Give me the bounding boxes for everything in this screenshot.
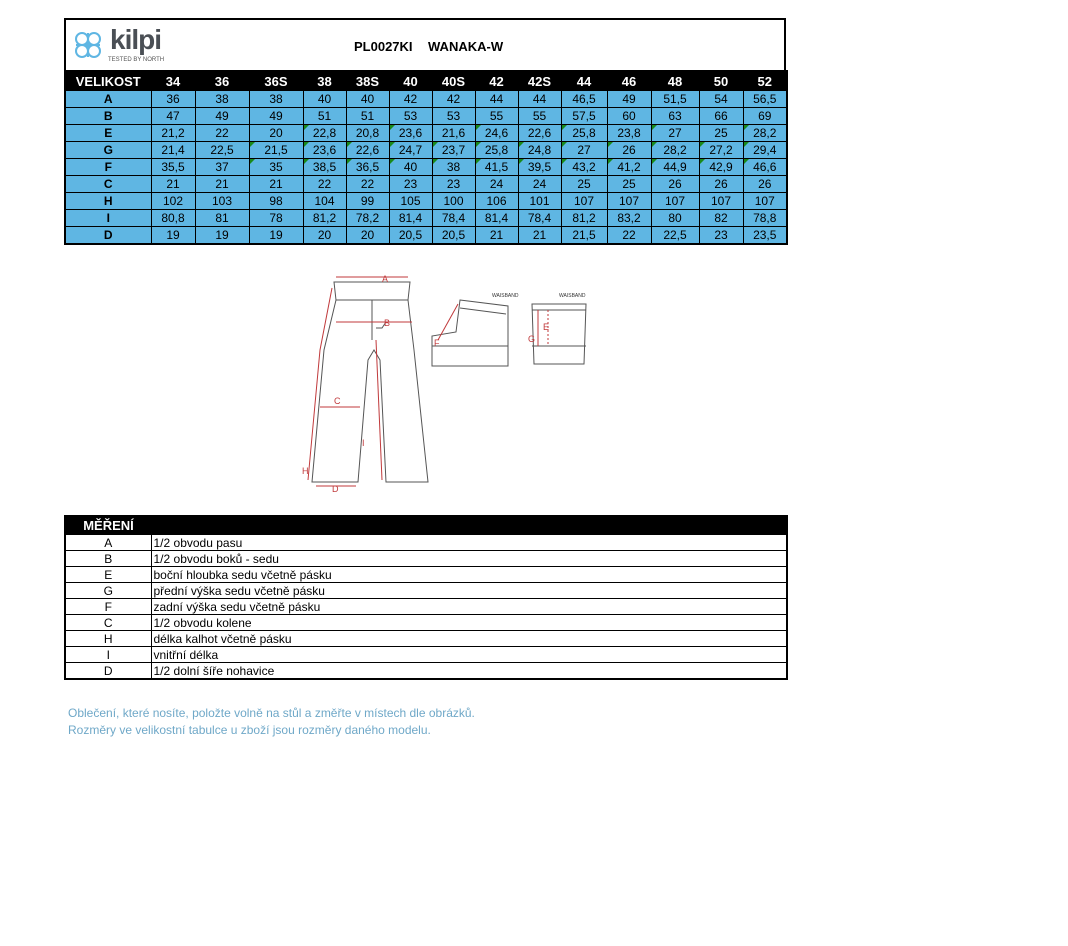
size-cell: 38 <box>195 91 249 108</box>
size-cell: 21 <box>195 176 249 193</box>
measure-code: G <box>65 583 151 599</box>
size-cell: 22 <box>195 125 249 142</box>
size-column-header: 34 <box>151 71 195 91</box>
size-cell: 54 <box>699 91 743 108</box>
size-cell: 69 <box>743 108 787 125</box>
size-cell: 20,5 <box>389 227 432 245</box>
measurement-legend-table <box>64 515 788 680</box>
size-cell: 42,9 <box>699 159 743 176</box>
size-row <box>65 108 787 125</box>
size-cell: 21,6 <box>432 125 475 142</box>
size-cell: 25 <box>607 176 651 193</box>
size-cell: 81,4 <box>475 210 518 227</box>
size-column-header: 48 <box>651 71 699 91</box>
size-cell: 22 <box>607 227 651 245</box>
size-column-header: 38S <box>346 71 389 91</box>
note-line-1: Oblečení, které nosíte, položte volně na stůl a změřte v místech dle obrázků. <box>68 706 475 720</box>
size-cell: 25,8 <box>561 125 607 142</box>
product-name: WANAKA-W <box>428 39 504 54</box>
measure-code: A <box>65 535 151 551</box>
measure-description: 1/2 obvodu pasu <box>151 535 787 551</box>
size-cell: 23,7 <box>432 142 475 159</box>
size-cell: 107 <box>651 193 699 210</box>
size-column-header: 36 <box>195 71 249 91</box>
size-column-header: 40S <box>432 71 475 91</box>
size-cell: 36,5 <box>346 159 389 176</box>
size-cell: 105 <box>389 193 432 210</box>
size-cell: 60 <box>607 108 651 125</box>
size-cell: 26 <box>607 142 651 159</box>
size-cell: 22,6 <box>346 142 389 159</box>
size-cell: 26 <box>743 176 787 193</box>
size-cell: 82 <box>699 210 743 227</box>
size-cell: 23,6 <box>303 142 346 159</box>
size-cell: 26 <box>699 176 743 193</box>
size-cell: 56,5 <box>743 91 787 108</box>
size-cell: 78,8 <box>743 210 787 227</box>
measure-description: 1/2 dolní šíře nohavice <box>151 663 787 680</box>
size-cell: 55 <box>518 108 561 125</box>
note-line-2: Rozměry ve velikostní tabulce u zboží jsou rozměry daného modelu. <box>68 723 431 737</box>
size-cell: 80,8 <box>151 210 195 227</box>
size-cell: 78,4 <box>432 210 475 227</box>
size-column-header: 42S <box>518 71 561 91</box>
size-cell: 25,8 <box>475 142 518 159</box>
row-label: D <box>65 227 151 245</box>
waistband-label-front: WAISBAND <box>559 293 586 299</box>
measure-row <box>65 615 787 631</box>
size-cell: 51 <box>303 108 346 125</box>
size-cell: 22,5 <box>195 142 249 159</box>
size-cell: 39,5 <box>518 159 561 176</box>
product-code: PL0027KI <box>354 39 413 54</box>
measure-code: I <box>65 647 151 663</box>
seat-detail-side <box>432 300 508 366</box>
size-cell: 44,9 <box>651 159 699 176</box>
product-header <box>64 18 786 70</box>
measure-code: B <box>65 551 151 567</box>
size-cell: 107 <box>561 193 607 210</box>
size-cell: 81 <box>195 210 249 227</box>
size-cell: 21,5 <box>249 142 303 159</box>
size-cell: 27,2 <box>699 142 743 159</box>
size-cell: 38 <box>432 159 475 176</box>
size-cell: 49 <box>249 108 303 125</box>
label-i: I <box>362 438 365 448</box>
size-cell: 44 <box>518 91 561 108</box>
seat-detail-front <box>532 304 586 364</box>
label-d: D <box>332 484 339 492</box>
size-cell: 36 <box>151 91 195 108</box>
size-cell: 53 <box>389 108 432 125</box>
size-cell: 49 <box>195 108 249 125</box>
size-row <box>65 91 787 108</box>
size-cell: 24,8 <box>518 142 561 159</box>
size-row <box>65 142 787 159</box>
size-cell: 28,2 <box>743 125 787 142</box>
brand-name: kilpi <box>110 24 162 55</box>
size-cell: 43,2 <box>561 159 607 176</box>
size-cell: 104 <box>303 193 346 210</box>
size-cell: 23 <box>389 176 432 193</box>
size-cell: 21 <box>518 227 561 245</box>
size-cell: 21 <box>475 227 518 245</box>
size-cell: 101 <box>518 193 561 210</box>
size-cell: 81,4 <box>389 210 432 227</box>
size-cell: 66 <box>699 108 743 125</box>
measure-description: 1/2 obvodu kolene <box>151 615 787 631</box>
size-row <box>65 210 787 227</box>
label-c: C <box>334 396 341 406</box>
size-cell: 24,6 <box>475 125 518 142</box>
size-cell: 28,2 <box>651 142 699 159</box>
size-cell: 25 <box>699 125 743 142</box>
size-cell: 83,2 <box>607 210 651 227</box>
label-h: H <box>302 466 309 476</box>
care-note <box>68 705 475 739</box>
size-cell: 21 <box>151 176 195 193</box>
measure-row <box>65 551 787 567</box>
size-cell: 38 <box>249 91 303 108</box>
size-cell: 40 <box>303 91 346 108</box>
size-cell: 47 <box>151 108 195 125</box>
measure-row <box>65 535 787 551</box>
size-cell: 22 <box>346 176 389 193</box>
waistband-label-side: WAISBAND <box>492 293 519 299</box>
size-row <box>65 176 787 193</box>
size-row <box>65 193 787 210</box>
size-cell: 57,5 <box>561 108 607 125</box>
label-g: G <box>528 334 536 344</box>
size-cell: 19 <box>151 227 195 245</box>
size-cell: 46,6 <box>743 159 787 176</box>
size-cell: 19 <box>249 227 303 245</box>
size-cell: 102 <box>151 193 195 210</box>
size-column-header: 50 <box>699 71 743 91</box>
size-cell: 99 <box>346 193 389 210</box>
size-table <box>64 70 788 245</box>
measure-row <box>65 599 787 615</box>
row-label: F <box>65 159 151 176</box>
row-label: E <box>65 125 151 142</box>
size-cell: 37 <box>195 159 249 176</box>
measure-code: E <box>65 567 151 583</box>
size-cell: 107 <box>743 193 787 210</box>
size-cell: 22,5 <box>651 227 699 245</box>
size-cell: 55 <box>475 108 518 125</box>
size-cell: 98 <box>249 193 303 210</box>
size-cell: 51 <box>346 108 389 125</box>
size-cell: 21 <box>249 176 303 193</box>
size-cell: 41,5 <box>475 159 518 176</box>
measure-description: zadní výška sedu včetně pásku <box>151 599 787 615</box>
size-cell: 41,2 <box>607 159 651 176</box>
row-label: C <box>65 176 151 193</box>
row-label: I <box>65 210 151 227</box>
measure-code: F <box>65 599 151 615</box>
size-cell: 106 <box>475 193 518 210</box>
size-cell: 38,5 <box>303 159 346 176</box>
size-column-header: 42 <box>475 71 518 91</box>
size-cell: 24 <box>475 176 518 193</box>
size-cell: 78,4 <box>518 210 561 227</box>
label-f: F <box>434 338 440 348</box>
measure-row <box>65 567 787 583</box>
size-cell: 44 <box>475 91 518 108</box>
size-cell: 53 <box>432 108 475 125</box>
measure-code: H <box>65 631 151 647</box>
size-cell: 40 <box>346 91 389 108</box>
size-cell: 20 <box>346 227 389 245</box>
size-cell: 63 <box>651 108 699 125</box>
row-label: B <box>65 108 151 125</box>
label-e: E <box>543 322 550 332</box>
size-cell: 23,5 <box>743 227 787 245</box>
size-cell: 23 <box>699 227 743 245</box>
size-cell: 46,5 <box>561 91 607 108</box>
measure-header: MĚŘENÍ <box>65 516 151 535</box>
size-cell: 23,8 <box>607 125 651 142</box>
size-cell: 23 <box>432 176 475 193</box>
size-cell: 78,2 <box>346 210 389 227</box>
size-cell: 42 <box>389 91 432 108</box>
size-cell: 107 <box>699 193 743 210</box>
pants-measurement-diagram <box>296 270 596 492</box>
size-cell: 49 <box>607 91 651 108</box>
size-cell: 27 <box>561 142 607 159</box>
measure-row <box>65 647 787 663</box>
size-cell: 25 <box>561 176 607 193</box>
size-cell: 21,2 <box>151 125 195 142</box>
row-label: H <box>65 193 151 210</box>
label-a: A <box>382 274 389 284</box>
size-cell: 22,6 <box>518 125 561 142</box>
size-cell: 21,5 <box>561 227 607 245</box>
size-column-header: 52 <box>743 71 787 91</box>
size-cell: 26 <box>651 176 699 193</box>
measure-description: boční hloubka sedu včetně pásku <box>151 567 787 583</box>
size-cell: 103 <box>195 193 249 210</box>
size-header-row <box>65 71 787 91</box>
measure-row <box>65 631 787 647</box>
row-label: A <box>65 91 151 108</box>
size-cell: 35,5 <box>151 159 195 176</box>
size-cell: 24 <box>518 176 561 193</box>
size-cell: 27 <box>651 125 699 142</box>
size-column-header: 36S <box>249 71 303 91</box>
size-cell: 20,8 <box>346 125 389 142</box>
size-column-header: 44 <box>561 71 607 91</box>
size-row <box>65 227 787 245</box>
measure-row <box>65 663 787 680</box>
row-label: G <box>65 142 151 159</box>
size-cell: 24,7 <box>389 142 432 159</box>
measure-description: přední výška sedu včetně pásku <box>151 583 787 599</box>
size-cell: 35 <box>249 159 303 176</box>
measure-row <box>65 583 787 599</box>
size-cell: 20,5 <box>432 227 475 245</box>
size-header-label: VELIKOST <box>65 71 151 91</box>
size-cell: 23,6 <box>389 125 432 142</box>
label-b: B <box>384 318 391 328</box>
size-cell: 21,4 <box>151 142 195 159</box>
size-cell: 29,4 <box>743 142 787 159</box>
measure-code: D <box>65 663 151 680</box>
measure-description: 1/2 obvodu boků - sedu <box>151 551 787 567</box>
size-cell: 81,2 <box>303 210 346 227</box>
brand-tagline: TESTED BY NORTH <box>108 57 165 63</box>
size-cell: 20 <box>303 227 346 245</box>
measure-code: C <box>65 615 151 631</box>
size-cell: 22,8 <box>303 125 346 142</box>
pants-outline <box>312 282 428 482</box>
measure-description: délka kalhot včetně pásku <box>151 631 787 647</box>
size-column-header: 40 <box>389 71 432 91</box>
size-cell: 20 <box>249 125 303 142</box>
size-cell: 81,2 <box>561 210 607 227</box>
size-cell: 22 <box>303 176 346 193</box>
size-cell: 51,5 <box>651 91 699 108</box>
size-cell: 78 <box>249 210 303 227</box>
size-cell: 100 <box>432 193 475 210</box>
size-cell: 19 <box>195 227 249 245</box>
size-cell: 107 <box>607 193 651 210</box>
size-cell: 80 <box>651 210 699 227</box>
size-cell: 40 <box>389 159 432 176</box>
size-row <box>65 159 787 176</box>
size-column-header: 46 <box>607 71 651 91</box>
size-cell: 42 <box>432 91 475 108</box>
size-row <box>65 125 787 142</box>
size-column-header: 38 <box>303 71 346 91</box>
measure-description: vnitřní délka <box>151 647 787 663</box>
